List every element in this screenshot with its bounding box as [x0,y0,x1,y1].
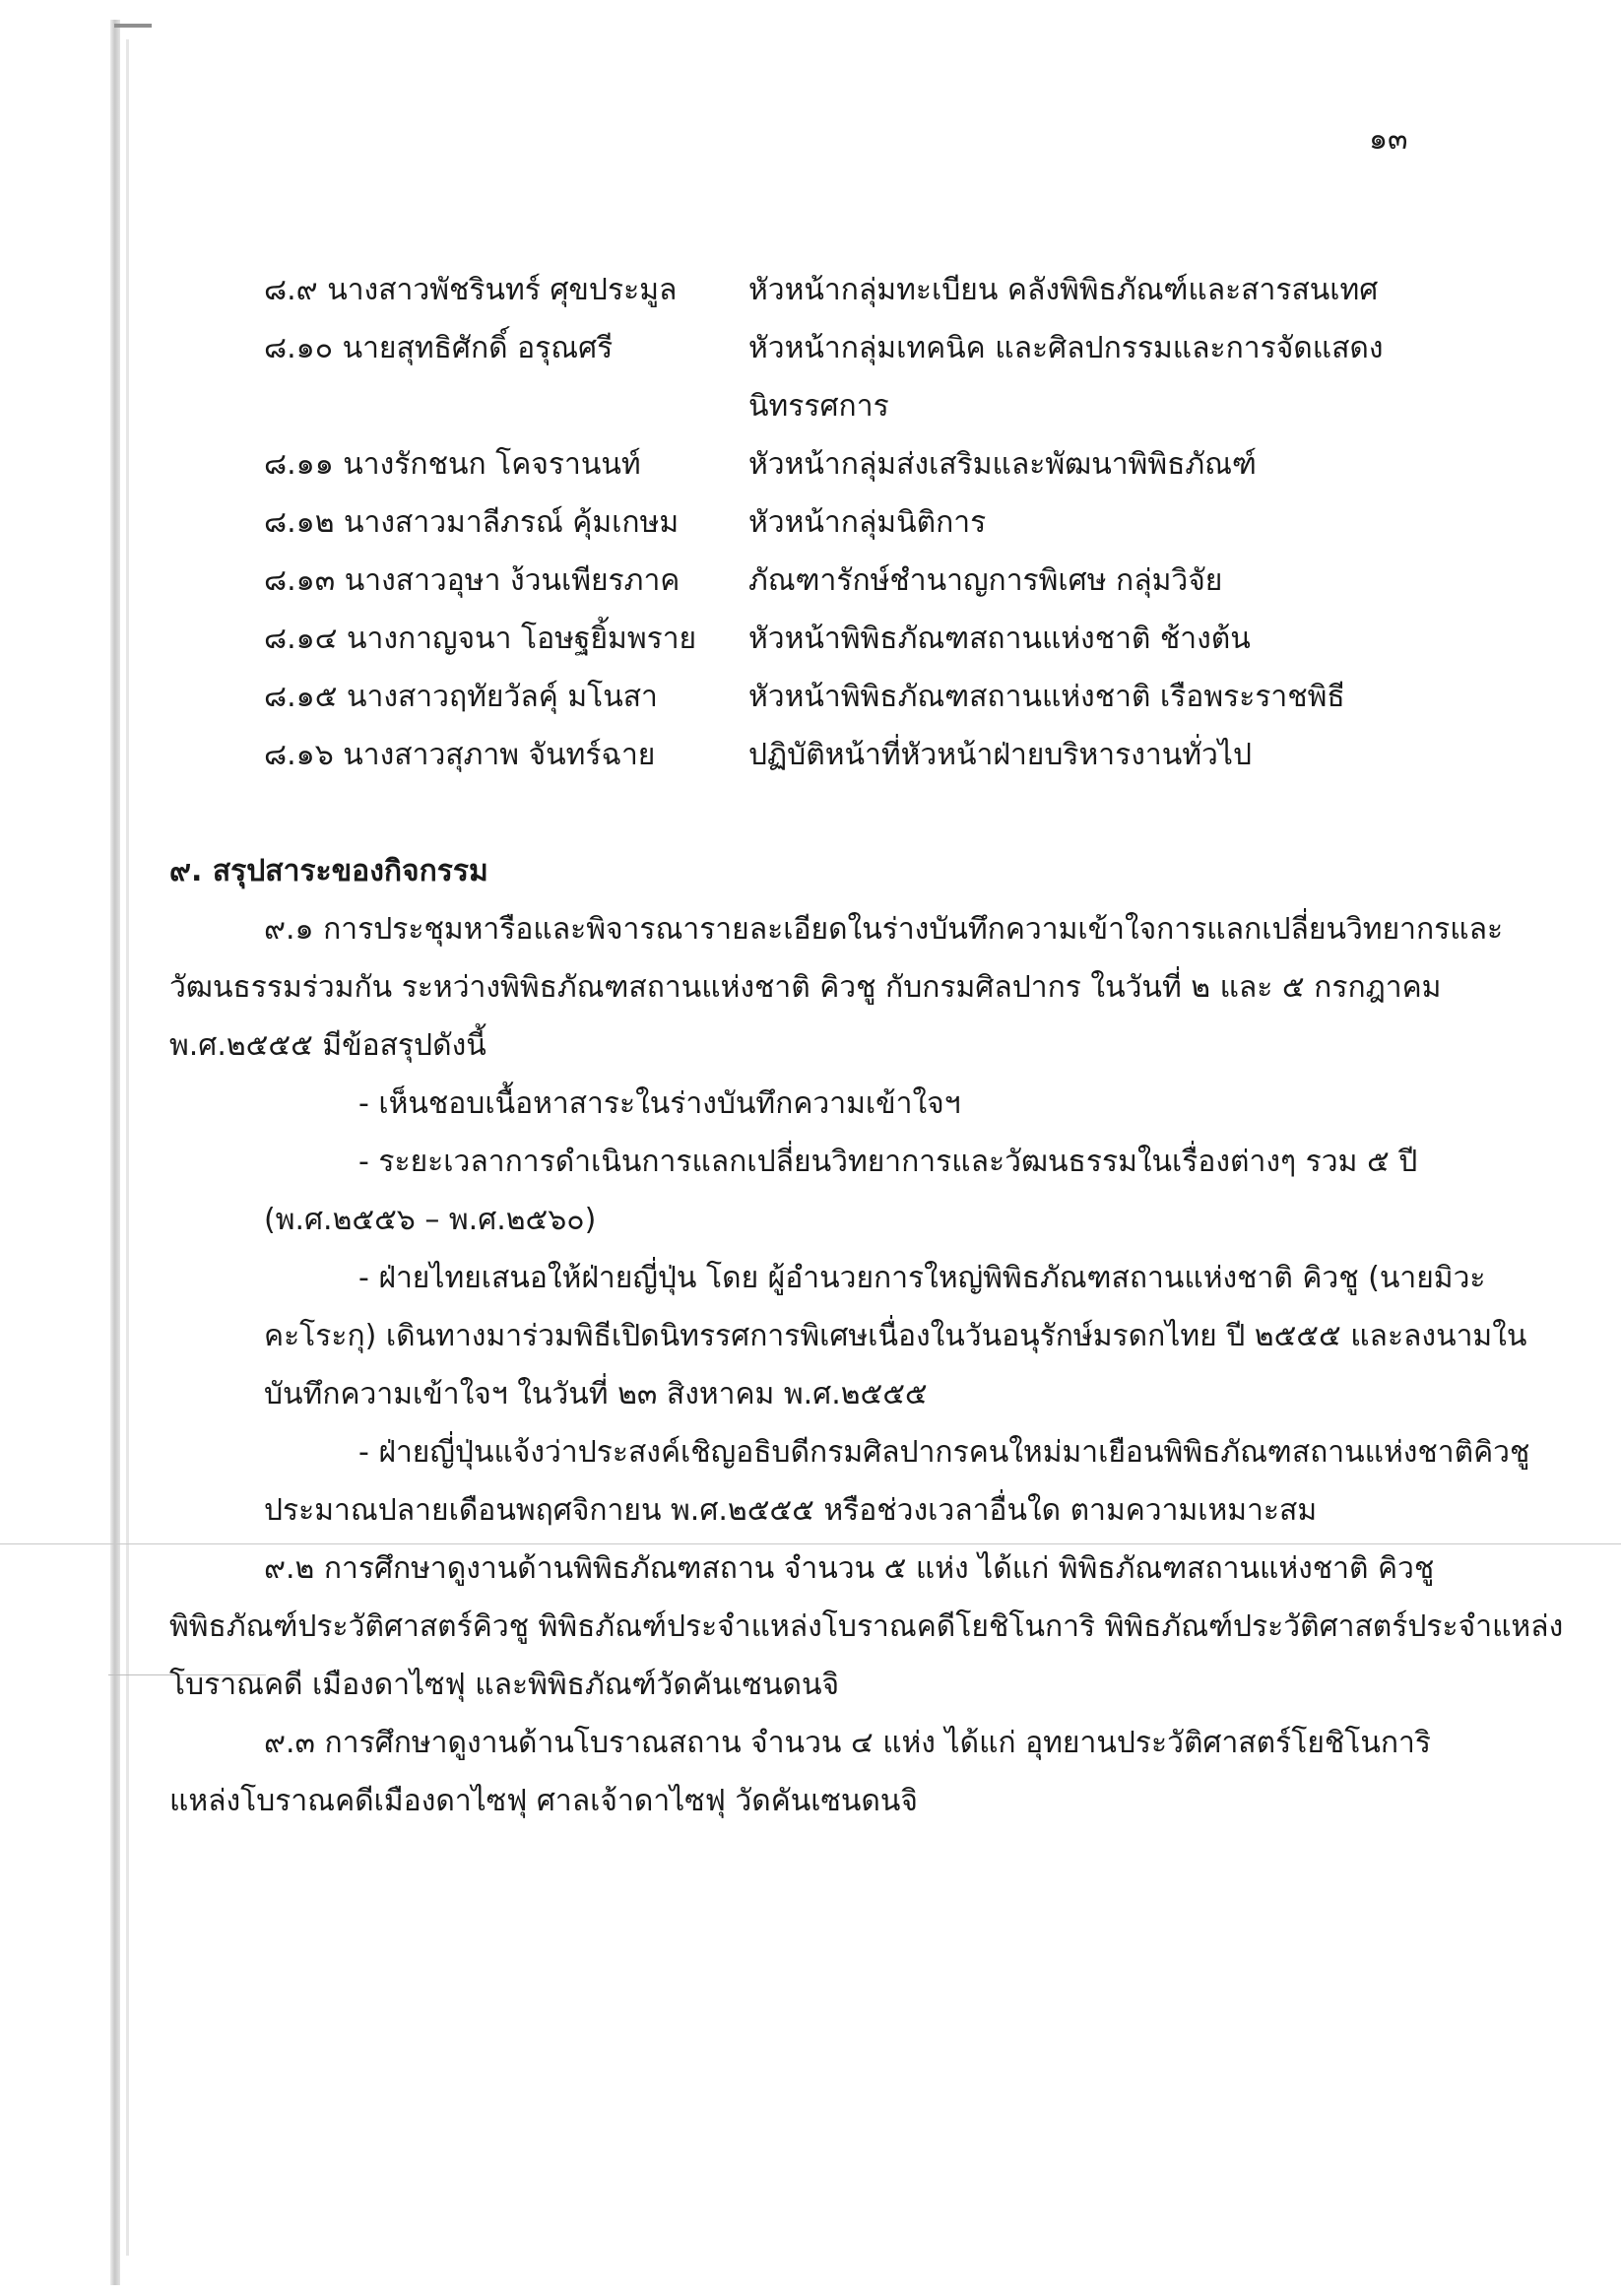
section-heading: ๙. สรุปสาระของกิจกรรม [169,854,488,888]
paragraph-line: พิพิธภัณฑ์ประวัติศาสตร์คิวชู พิพิธภัณฑ์ประจำแหล่งโบราณคดีโยชิโนการิ พิพิธภัณฑ์ประวัติศาสตร์ประจำแหล่ง [169,1609,1564,1644]
staff-name: ๘.๑๑ นางรักชนก โคจรานนท์ [264,447,641,482]
bullet-line: - ระยะเวลาการดำเนินการแลกเปลี่ยนวิทยาการและวัฒนธรรมในเรื่องต่างๆ รวม ๕ ปี [358,1145,1418,1179]
paragraph-line: ๙.๓ การศึกษาดูงานด้านโบราณสถาน จำนวน ๔ แห่ง ได้แก่ อุทยานประวัติศาสตร์โยชิโนการิ [264,1726,1432,1760]
staff-name: ๘.๑๒ นางสาวมาลีภรณ์ คุ้มเกษม [264,505,680,540]
bullet-line: - เห็นชอบเนื้อหาสาระในร่างบันทึกความเข้าใจฯ [358,1086,961,1121]
paragraph-line: โบราณคดี เมืองดาไซฟุ และพิพิธภัณฑ์วัดคันเซนดนจิ [169,1668,840,1702]
staff-name: ๘.๑๖ นางสาวสุภาพ จันทร์ฉาย [264,738,656,772]
staff-name: ๘.๑๐ นายสุทธิศักดิ์ อรุณศรี [264,331,614,365]
bullet-line: - ฝ่ายญี่ปุ่นแจ้งว่าประสงค์เชิญอธิบดีกรมศิลปากรคนใหม่มาเยือนพิพิธภัณฑสถานแห่งชาติคิวชู [358,1435,1530,1470]
bullet-line: บันทึกความเข้าใจฯ ในวันที่ ๒๓ สิงหาคม พ.ศ.๒๕๕๕ [264,1377,928,1411]
staff-position: ภัณฑารักษ์ชำนาญการพิเศษ กลุ่มวิจัย [748,563,1223,598]
staff-name: ๘.๑๔ นางกาญจนา โอษฐยิ้มพราย [264,622,697,656]
bullet-line: ประมาณปลายเดือนพฤศจิกายน พ.ศ.๒๕๕๕ หรือช่วงเวลาอื่นใด ตามความเหมาะสม [264,1493,1318,1528]
staff-position: หัวหน้าพิพิธภัณฑสถานแห่งชาติ ช้างต้น [748,622,1251,656]
staff-name: ๘.๑๕ นางสาวฤทัยวัลคุ์ มโนสา [264,680,658,714]
staff-position: หัวหน้าพิพิธภัณฑสถานแห่งชาติ เรือพระราชพิธี [748,680,1345,714]
paragraph-line: แหล่งโบราณคดีเมืองดาไซฟุ ศาลเจ้าดาไซฟุ วัดคันเซนดนจิ [169,1784,918,1818]
scan-binding-edge [110,20,120,2285]
staff-position: หัวหน้ากลุ่มนิติการ [748,505,987,540]
staff-name: ๘.๙ นางสาวพัชรินทร์ ศุขประมูล [264,273,678,307]
paragraph-line: ๙.๑ การประชุมหารือและพิจารณารายละเอียดในร่างบันทึกความเข้าใจการแลกเปลี่ยนวิทยากรและ [264,912,1504,947]
staff-position: นิทรรศการ [748,389,889,424]
paragraph-line: วัฒนธรรมร่วมกัน ระหว่างพิพิธภัณฑสถานแห่งชาติ คิวชู กับกรมศิลปากร ในวันที่ ๒ และ ๕ กรกฎาคม [169,970,1442,1005]
bullet-line: (พ.ศ.๒๕๕๖ – พ.ศ.๒๕๖๐) [264,1203,597,1237]
staff-position: หัวหน้ากลุ่มเทคนิค และศิลปกรรมและการจัดแสดง [748,331,1384,365]
bullet-line: คะโระกุ) เดินทางมาร่วมพิธีเปิดนิทรรศการพิเศษเนื่องในวันอนุรักษ์มรดกไทย ปี ๒๕๕๕ และลงนามใน [264,1319,1527,1353]
staff-position: หัวหน้ากลุ่มทะเบียน คลังพิพิธภัณฑ์และสารสนเทศ [748,273,1379,307]
staff-position: ปฏิบัติหน้าที่หัวหน้าฝ่ายบริหารงานทั่วไป [748,738,1253,772]
scan-line [0,1543,1621,1544]
staff-position: หัวหน้ากลุ่มส่งเสริมและพัฒนาพิพิธภัณฑ์ [748,447,1257,482]
scan-corner-mark [114,24,152,28]
staff-name: ๘.๑๓ นางสาวอุษา ง้วนเพียรภาค [264,563,681,598]
bullet-line: - ฝ่ายไทยเสนอให้ฝ่ายญี่ปุ่น โดย ผู้อำนวยการใหญ่พิพิธภัณฑสถานแห่งชาติ คิวชู (นายมิวะ [358,1261,1486,1295]
paragraph-line: ๙.๒ การศึกษาดูงานด้านพิพิธภัณฑสถาน จำนวน ๕ แห่ง ได้แก่ พิพิธภัณฑสถานแห่งชาติ คิวชู [264,1551,1435,1586]
scan-binding-shadow [126,39,129,2256]
paragraph-line: พ.ศ.๒๕๕๕ มีข้อสรุปดังนี้ [169,1028,486,1063]
page-number: ๑๓ [1369,122,1408,157]
